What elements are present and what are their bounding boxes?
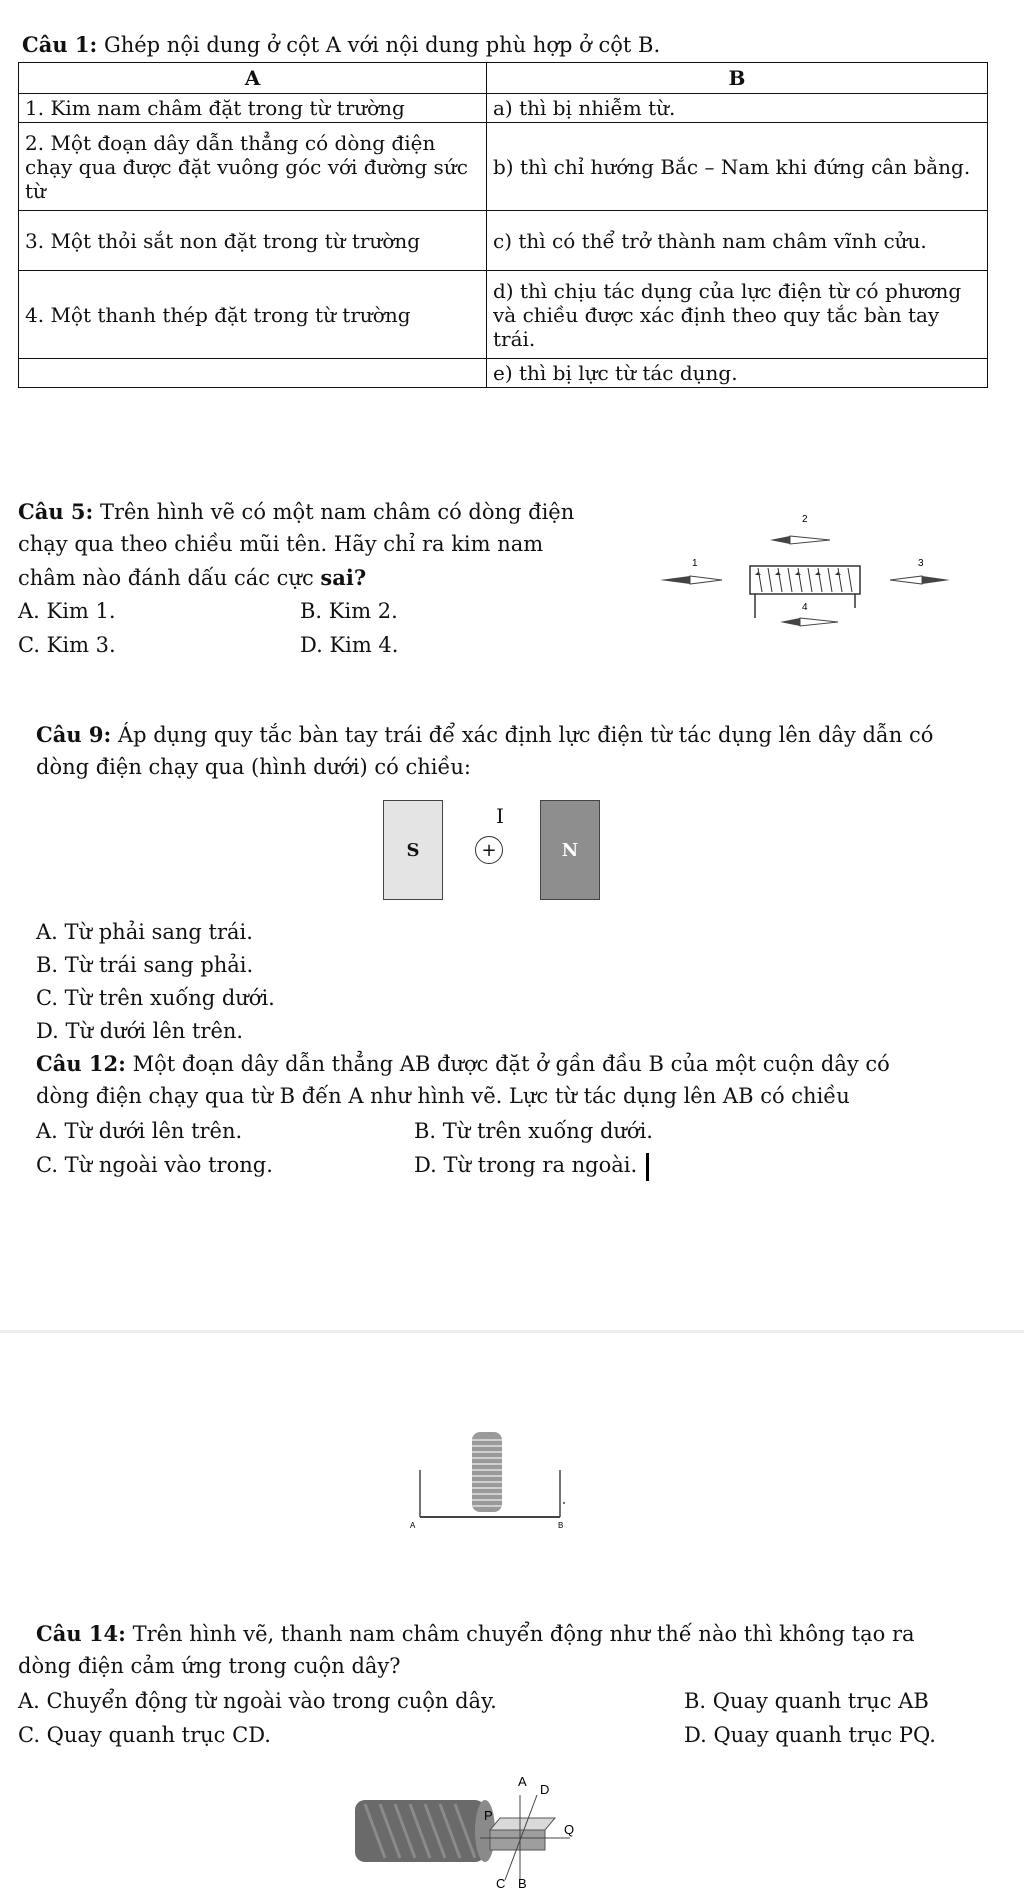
row4-b: d) thì chịu tác dụng của lực điện từ có phương và chiều được xác định theo quy tắc bàn tay trái. bbox=[487, 271, 988, 359]
coil-cylinder bbox=[355, 1800, 495, 1862]
pole-s-label: S bbox=[406, 839, 420, 861]
needle-3-label: 3 bbox=[918, 558, 924, 569]
q5-option-a: A. Kim 1. bbox=[18, 599, 116, 623]
row4-a: 4. Một thanh thép đặt trong từ trường bbox=[19, 271, 487, 359]
solenoid-needle-figure bbox=[650, 510, 970, 640]
text-cursor bbox=[646, 1153, 649, 1181]
q14-option-a: A. Chuyển động từ ngoài vào trong cuộn dây. bbox=[18, 1689, 497, 1713]
needle-1-label: 1 bbox=[692, 558, 698, 569]
needle-4 bbox=[780, 602, 838, 626]
row3-b: c) thì có thể trở thành nam châm vĩnh cửu. bbox=[487, 211, 988, 271]
q9-option-a: A. Từ phải sang trái. bbox=[36, 920, 253, 944]
q5-text-2: chạy qua theo chiều mũi tên. Hãy chỉ ra kim nam bbox=[18, 532, 544, 556]
q9-option-d: D. Từ dưới lên trên. bbox=[36, 1019, 244, 1043]
coil bbox=[472, 1432, 502, 1512]
matching-table bbox=[18, 62, 988, 388]
q5-option-d: D. Kim 4. bbox=[300, 633, 399, 657]
q14-line1 bbox=[36, 1619, 915, 1649]
q9-line1 bbox=[36, 720, 933, 750]
row5-a bbox=[19, 359, 487, 388]
needle-2 bbox=[770, 514, 830, 544]
axis-label-b: B bbox=[518, 1876, 527, 1890]
q12-text-2: dòng điện chạy qua từ B đến A như hình vẽ. Lực từ tác dụng lên AB có chiều bbox=[36, 1084, 850, 1108]
q1-number: Câu 1: bbox=[22, 32, 98, 57]
axis-label-a: A bbox=[518, 1774, 527, 1789]
q14-number: Câu 14: bbox=[36, 1621, 126, 1646]
q12-option-a: A. Từ dưới lên trên. bbox=[36, 1119, 243, 1143]
row1-b: a) thì bị nhiễm từ. bbox=[487, 94, 988, 123]
q14-text-2: dòng điện cảm ứng trong cuộn dây? bbox=[18, 1654, 401, 1678]
axis-label-q: Q bbox=[564, 1822, 575, 1837]
q9-text-1: Áp dụng quy tắc bàn tay trái để xác định lực điện từ tác dụng lên dây dẫn có bbox=[117, 723, 934, 747]
magnet-coil-figure bbox=[340, 1770, 640, 1890]
q5-option-c: C. Kim 3. bbox=[18, 633, 116, 657]
q9-number: Câu 9: bbox=[36, 722, 112, 747]
row3-a: 3. Một thỏi sắt non đặt trong từ trường bbox=[19, 211, 487, 271]
needle-4-label: 4 bbox=[802, 602, 808, 613]
needle-3 bbox=[890, 558, 950, 584]
q12-line1 bbox=[36, 1049, 890, 1079]
q5-option-b: B. Kim 2. bbox=[300, 599, 398, 623]
q12-number: Câu 12: bbox=[36, 1051, 126, 1076]
magnet-pole-n bbox=[540, 800, 600, 900]
column-b-header: B bbox=[487, 63, 988, 94]
q9-option-b: B. Từ trái sang phải. bbox=[36, 953, 254, 977]
table-header-row bbox=[19, 63, 988, 94]
coil-label-a: A bbox=[410, 1521, 416, 1530]
q12-text-1: Một đoạn dây dẫn thẳng AB được đặt ở gần đầu B của một cuộn dây có bbox=[132, 1052, 890, 1076]
current-symbol: + bbox=[481, 839, 497, 861]
q14-text-1: Trên hình vẽ, thanh nam châm chuyển động như thế nào thì không tạo ra bbox=[132, 1622, 915, 1646]
axis-label-p: P bbox=[484, 1808, 493, 1823]
q14-option-d: D. Quay quanh trục PQ. bbox=[684, 1723, 936, 1747]
q5-number: Câu 5: bbox=[18, 499, 94, 524]
section-divider bbox=[0, 1330, 1024, 1333]
q14-option-c: C. Quay quanh trục CD. bbox=[18, 1723, 271, 1747]
q12-option-b: B. Từ trên xuống dưới. bbox=[414, 1119, 653, 1143]
coil-label-b: B bbox=[558, 1521, 564, 1530]
q5-text-bold: sai? bbox=[320, 565, 367, 590]
axis-label-c: C bbox=[496, 1876, 506, 1890]
axis-label-d: D bbox=[540, 1782, 550, 1797]
q12-option-c: C. Từ ngoài vào trong. bbox=[36, 1153, 273, 1177]
magnet-pole-s bbox=[383, 800, 443, 900]
row5-b: e) thì bị lực từ tác dụng. bbox=[487, 359, 988, 388]
q5-text-3: châm nào đánh dấu các cực bbox=[18, 566, 321, 590]
row1-a: 1. Kim nam châm đặt trong từ trường bbox=[19, 94, 487, 123]
column-a-header: A bbox=[19, 63, 487, 94]
needle-2-label: 2 bbox=[802, 514, 808, 525]
q1-text: Ghép nội dung ở cột A với nội dung phù hợp ở cột B. bbox=[103, 33, 661, 57]
q5-text-1: Trên hình vẽ có một nam châm có dòng điện bbox=[99, 500, 575, 524]
table-row bbox=[19, 94, 988, 123]
table-row bbox=[19, 123, 988, 211]
q14-option-b: B. Quay quanh trục AB bbox=[684, 1689, 929, 1713]
q12-option-d: D. Từ trong ra ngoài. bbox=[414, 1153, 638, 1177]
q1-title bbox=[22, 30, 660, 60]
q9-option-c: C. Từ trên xuống dưới. bbox=[36, 986, 275, 1010]
table-row bbox=[19, 211, 988, 271]
q5-line3 bbox=[18, 563, 366, 593]
q9-text-2: dòng điện chạy qua (hình dưới) có chiều: bbox=[36, 755, 471, 779]
needle-1 bbox=[660, 558, 722, 584]
row2-b: b) thì chỉ hướng Bắc – Nam khi đứng cân bằng. bbox=[487, 123, 988, 211]
row2-a: 2. Một đoạn dây dẫn thẳng có dòng điện chạy qua được đặt vuông góc với đường sức từ bbox=[19, 123, 487, 211]
table-row bbox=[19, 359, 988, 388]
current-out-of-page-icon bbox=[475, 836, 503, 864]
pole-n-label: N bbox=[561, 839, 579, 861]
current-label: I bbox=[496, 804, 504, 828]
q5-line1 bbox=[18, 497, 574, 527]
table-row bbox=[19, 271, 988, 359]
coil-figure bbox=[400, 1420, 600, 1530]
